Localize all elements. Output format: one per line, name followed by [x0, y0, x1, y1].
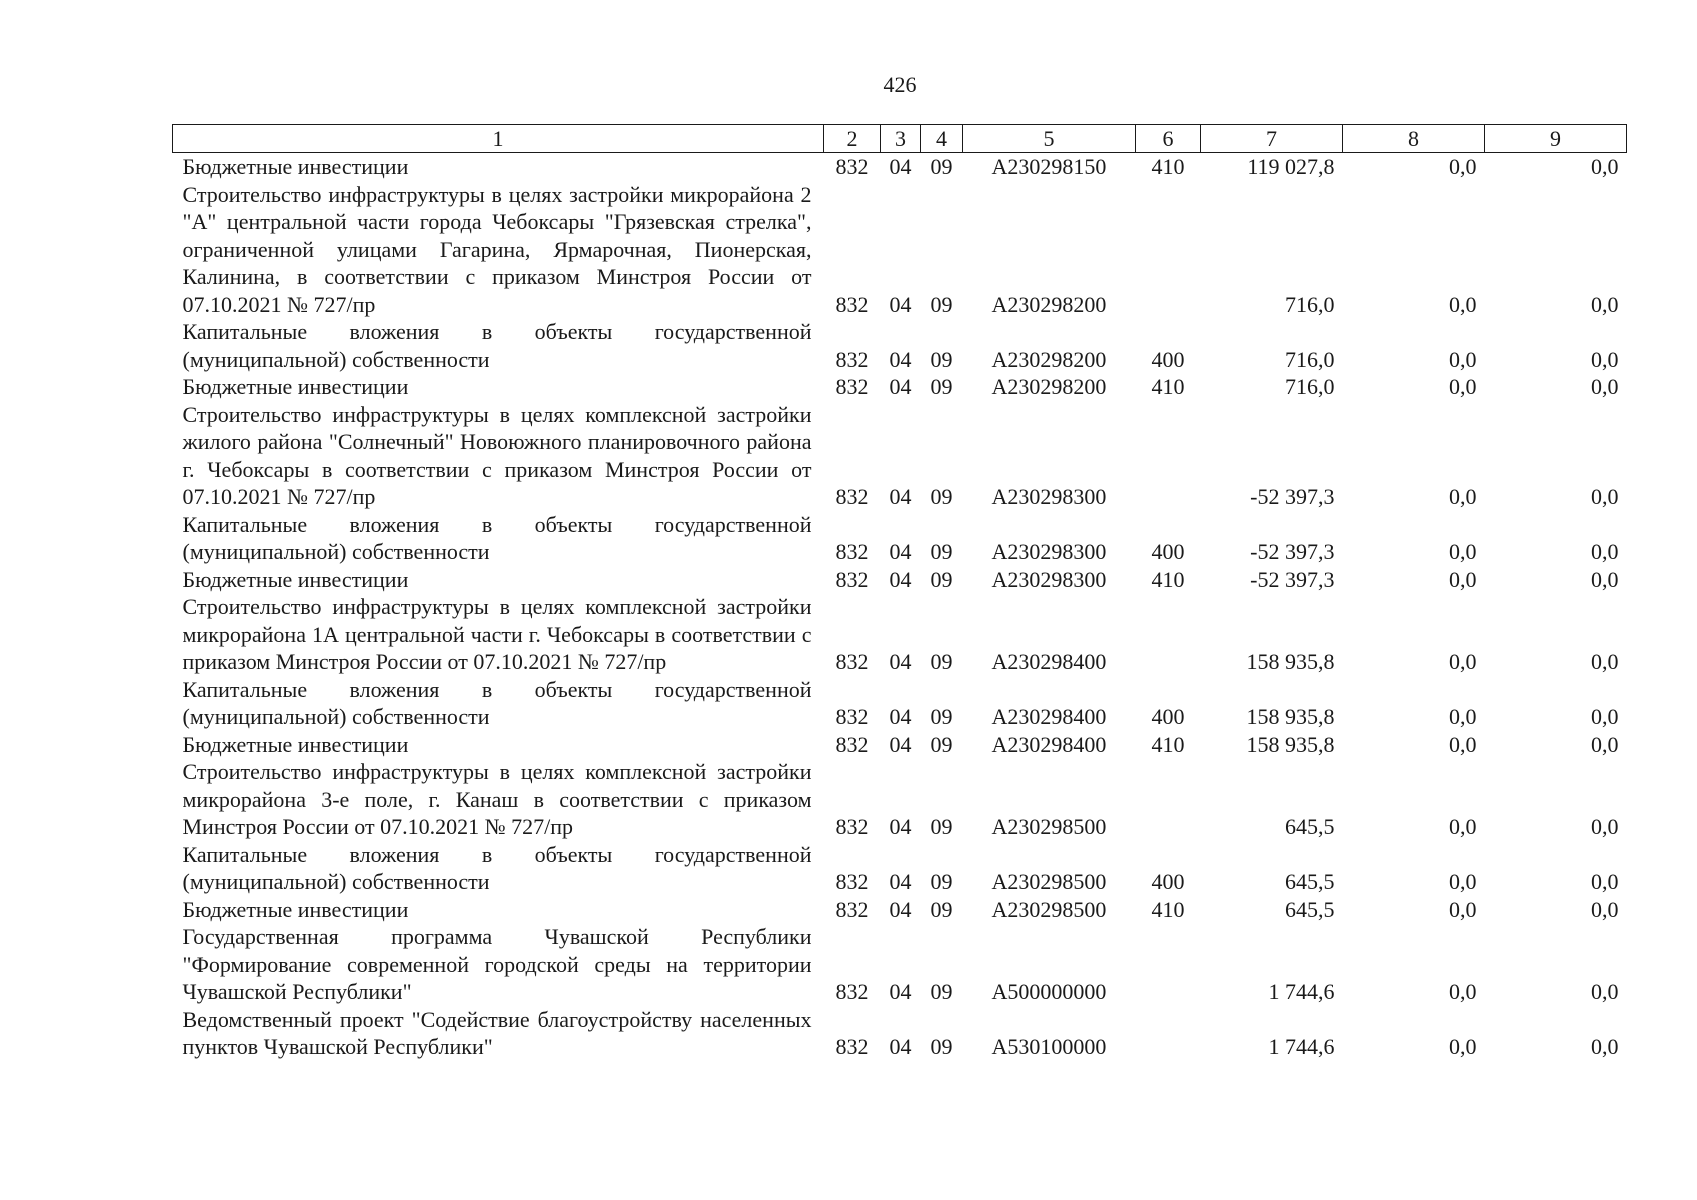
row-name: Бюджетные инвестиции: [182, 566, 409, 592]
row-amount-col-7: 1 744,6: [1268, 979, 1335, 1004]
row-amount-col-9: 0,0: [1591, 374, 1619, 399]
row-gov-code: 832: [835, 154, 869, 179]
row-gov-code: 832: [835, 979, 869, 1004]
table-row: [173, 923, 1627, 1006]
row-target-article: А230298300: [991, 484, 1107, 509]
header-cell-col-2: 2: [824, 125, 881, 153]
table-row: [173, 566, 1627, 594]
row-subsection: 09: [930, 649, 953, 674]
row-subsection: 09: [930, 346, 953, 372]
table-row: [173, 318, 1627, 373]
row-gov-code: 832: [835, 291, 869, 317]
row-name: Строительство инфраструктуры в целях комплексной застройки микрорайона 3-е поле, г. Канаш в соответствии с приказом Минстроя России от 07.10.2021 № 727/пр: [182, 759, 812, 839]
row-name: Строительство инфраструктуры в целях застройки микрорайона 2 "А" центральной части города Чебоксары "Грязевская стрелка", ограниченной улицами Гагарина, Ярмарочная, Пионерская, Калинина, в соответствии с приказом Минстроя России от 07.10.2021 № 727/пр: [182, 181, 812, 317]
header-cell-col-4: 4: [921, 125, 963, 153]
row-expense-type: [1136, 401, 1201, 511]
row-amount-col-8: 0,0: [1449, 704, 1477, 729]
row-amount-col-8: 0,0: [1449, 979, 1477, 1004]
header-cell-col-7: 7: [1201, 125, 1343, 153]
row-subsection: 09: [930, 731, 953, 757]
row-gov-code: 832: [835, 1034, 869, 1059]
header-cell-col-8: 8: [1343, 125, 1485, 153]
row-subsection: 09: [930, 814, 953, 839]
row-amount-col-9: 0,0: [1591, 731, 1619, 757]
table-row: [173, 1006, 1627, 1061]
row-subsection: 09: [930, 869, 953, 894]
table-row: [173, 896, 1627, 924]
row-amount-col-7: 1 744,6: [1268, 1034, 1335, 1059]
row-amount-col-7: 158 935,8: [1246, 704, 1335, 729]
row-section: 04: [889, 979, 912, 1004]
row-expense-type: 400: [1151, 869, 1185, 894]
row-target-article: А230298300: [991, 539, 1107, 564]
header-cell-col-9: 9: [1485, 125, 1627, 153]
table-row: [173, 731, 1627, 759]
page-number: 426: [883, 72, 917, 97]
row-section: 04: [889, 1034, 912, 1059]
row-name: Строительство инфраструктуры в целях комплексной застройки микрорайона 1А центральной части г. Чебоксары в соответствии с приказом Минстроя России от 07.10.2021 № 727/пр: [182, 594, 812, 674]
row-amount-col-7: -52 397,3: [1250, 566, 1335, 592]
budget-table: [172, 124, 1627, 1061]
row-section: 04: [889, 566, 912, 592]
row-section: 04: [889, 896, 912, 922]
row-gov-code: 832: [835, 346, 869, 372]
table-row: [173, 758, 1627, 841]
header-cell-col-1: 1: [173, 125, 824, 153]
row-target-article: А500000000: [991, 979, 1107, 1004]
table-body: [173, 153, 1627, 1061]
row-name: Капитальные вложения в объекты государственной (муниципальной) собственности: [182, 676, 812, 729]
row-gov-code: 832: [835, 484, 869, 509]
row-amount-col-7: 645,5: [1285, 896, 1335, 922]
row-amount-col-8: 0,0: [1449, 154, 1477, 179]
row-amount-col-9: 0,0: [1591, 539, 1619, 564]
row-amount-col-9: 0,0: [1591, 896, 1619, 922]
row-expense-type: 410: [1151, 154, 1185, 179]
row-gov-code: 832: [835, 704, 869, 729]
row-target-article: А230298400: [991, 731, 1107, 757]
row-amount-col-7: 716,0: [1285, 374, 1335, 399]
row-target-article: А230298200: [991, 291, 1107, 317]
row-amount-col-8: 0,0: [1449, 896, 1477, 922]
row-target-article: А230298200: [991, 374, 1107, 399]
row-amount-col-9: 0,0: [1591, 484, 1619, 509]
row-section: 04: [889, 731, 912, 757]
row-amount-col-9: 0,0: [1591, 154, 1619, 179]
row-target-article: А230298400: [991, 704, 1107, 729]
row-target-article: А230298500: [991, 814, 1107, 839]
row-gov-code: 832: [835, 731, 869, 757]
row-amount-col-9: 0,0: [1591, 814, 1619, 839]
row-amount-col-7: 645,5: [1285, 814, 1335, 839]
row-name: Государственная программа Чувашской Республики "Формирование современной городской среды на территории Чувашской Республики": [182, 924, 812, 1004]
row-amount-col-9: 0,0: [1591, 566, 1619, 592]
row-expense-type: 400: [1151, 704, 1185, 729]
row-amount-col-8: 0,0: [1449, 291, 1477, 317]
table-header: [173, 125, 1627, 153]
table-row: [173, 841, 1627, 896]
row-amount-col-8: 0,0: [1449, 539, 1477, 564]
row-amount-col-9: 0,0: [1591, 869, 1619, 894]
row-amount-col-7: -52 397,3: [1250, 484, 1335, 509]
table-row: [173, 593, 1627, 676]
row-expense-type: [1136, 923, 1201, 1006]
row-section: 04: [889, 869, 912, 894]
row-expense-type: 400: [1151, 539, 1185, 564]
row-amount-col-8: 0,0: [1449, 566, 1477, 592]
row-subsection: 09: [930, 896, 953, 922]
row-expense-type: [1136, 593, 1201, 676]
header-cell-col-5: 5: [963, 125, 1136, 153]
row-target-article: А530100000: [991, 1034, 1107, 1059]
row-section: 04: [889, 484, 912, 509]
row-name: Бюджетные инвестиции: [182, 154, 409, 179]
row-section: 04: [889, 374, 912, 399]
row-expense-type: [1136, 758, 1201, 841]
row-amount-col-8: 0,0: [1449, 346, 1477, 372]
row-gov-code: 832: [835, 539, 869, 564]
row-amount-col-9: 0,0: [1591, 1034, 1619, 1059]
row-amount-col-7: 716,0: [1285, 291, 1335, 317]
row-amount-col-8: 0,0: [1449, 869, 1477, 894]
header-cell-col-6: 6: [1136, 125, 1201, 153]
row-expense-type: 410: [1151, 566, 1185, 592]
row-amount-col-7: 645,5: [1285, 869, 1335, 894]
row-name: Бюджетные инвестиции: [182, 374, 409, 399]
table-row: [173, 373, 1627, 401]
row-gov-code: 832: [835, 649, 869, 674]
row-amount-col-9: 0,0: [1591, 291, 1619, 317]
row-amount-col-8: 0,0: [1449, 649, 1477, 674]
row-subsection: 09: [930, 979, 953, 1004]
table-row: [173, 676, 1627, 731]
row-subsection: 09: [930, 154, 953, 179]
row-amount-col-7: -52 397,3: [1250, 539, 1335, 564]
row-amount-col-9: 0,0: [1591, 979, 1619, 1004]
row-amount-col-7: 119 027,8: [1247, 154, 1335, 179]
row-name: Ведомственный проект "Содействие благоустройству населенных пунктов Чувашской Республики": [182, 1006, 812, 1059]
row-target-article: А230298200: [991, 346, 1107, 372]
row-amount-col-7: 716,0: [1285, 346, 1335, 372]
row-subsection: 09: [930, 1034, 953, 1059]
row-expense-type: [1136, 181, 1201, 319]
row-name: Строительство инфраструктуры в целях комплексной застройки жилого района "Солнечный" Новоюжного планировочного района г. Чебоксары в соответствии с приказом Минстроя России от 07.10.2021 № 727/пр: [182, 401, 812, 509]
row-section: 04: [889, 346, 912, 372]
row-name: Капитальные вложения в объекты государственной (муниципальной) собственности: [182, 841, 812, 894]
header-row: [173, 125, 1627, 153]
table-row: [173, 401, 1627, 511]
row-gov-code: 832: [835, 896, 869, 922]
row-subsection: 09: [930, 484, 953, 509]
table-row: [173, 181, 1627, 319]
row-gov-code: 832: [835, 869, 869, 894]
row-subsection: 09: [930, 704, 953, 729]
row-amount-col-8: 0,0: [1449, 374, 1477, 399]
row-gov-code: 832: [835, 566, 869, 592]
row-expense-type: 410: [1151, 896, 1185, 922]
row-amount-col-8: 0,0: [1449, 814, 1477, 839]
row-amount-col-8: 0,0: [1449, 484, 1477, 509]
header-cell-col-3: 3: [881, 125, 921, 153]
row-amount-col-9: 0,0: [1591, 649, 1619, 674]
row-target-article: А230298400: [991, 649, 1107, 674]
row-gov-code: 832: [835, 814, 869, 839]
row-target-article: А230298150: [991, 154, 1107, 179]
table-row: [173, 153, 1627, 181]
row-subsection: 09: [930, 539, 953, 564]
row-name: Бюджетные инвестиции: [182, 896, 409, 922]
row-subsection: 09: [930, 374, 953, 399]
row-name: Капитальные вложения в объекты государственной (муниципальной) собственности: [182, 511, 812, 564]
row-gov-code: 832: [835, 374, 869, 399]
row-amount-col-9: 0,0: [1591, 346, 1619, 372]
row-amount-col-9: 0,0: [1591, 704, 1619, 729]
row-name: Бюджетные инвестиции: [182, 731, 409, 757]
row-target-article: А230298500: [991, 869, 1107, 894]
row-amount-col-8: 0,0: [1449, 1034, 1477, 1059]
row-expense-type: 410: [1151, 374, 1185, 399]
row-target-article: А230298500: [991, 896, 1107, 922]
row-section: 04: [889, 291, 912, 317]
row-amount-col-7: 158 935,8: [1246, 649, 1335, 674]
row-section: 04: [889, 539, 912, 564]
row-subsection: 09: [930, 566, 953, 592]
row-target-article: А230298300: [991, 566, 1107, 592]
table-row: [173, 511, 1627, 566]
row-section: 04: [889, 814, 912, 839]
row-subsection: 09: [930, 291, 953, 317]
row-expense-type: [1136, 1006, 1201, 1061]
row-expense-type: 400: [1151, 346, 1185, 372]
row-amount-col-8: 0,0: [1449, 731, 1477, 757]
row-name: Капитальные вложения в объекты государственной (муниципальной) собственности: [182, 319, 812, 372]
row-amount-col-7: 158 935,8: [1246, 731, 1335, 757]
row-section: 04: [889, 649, 912, 674]
row-section: 04: [889, 154, 912, 179]
row-section: 04: [889, 704, 912, 729]
row-expense-type: 410: [1151, 731, 1185, 757]
